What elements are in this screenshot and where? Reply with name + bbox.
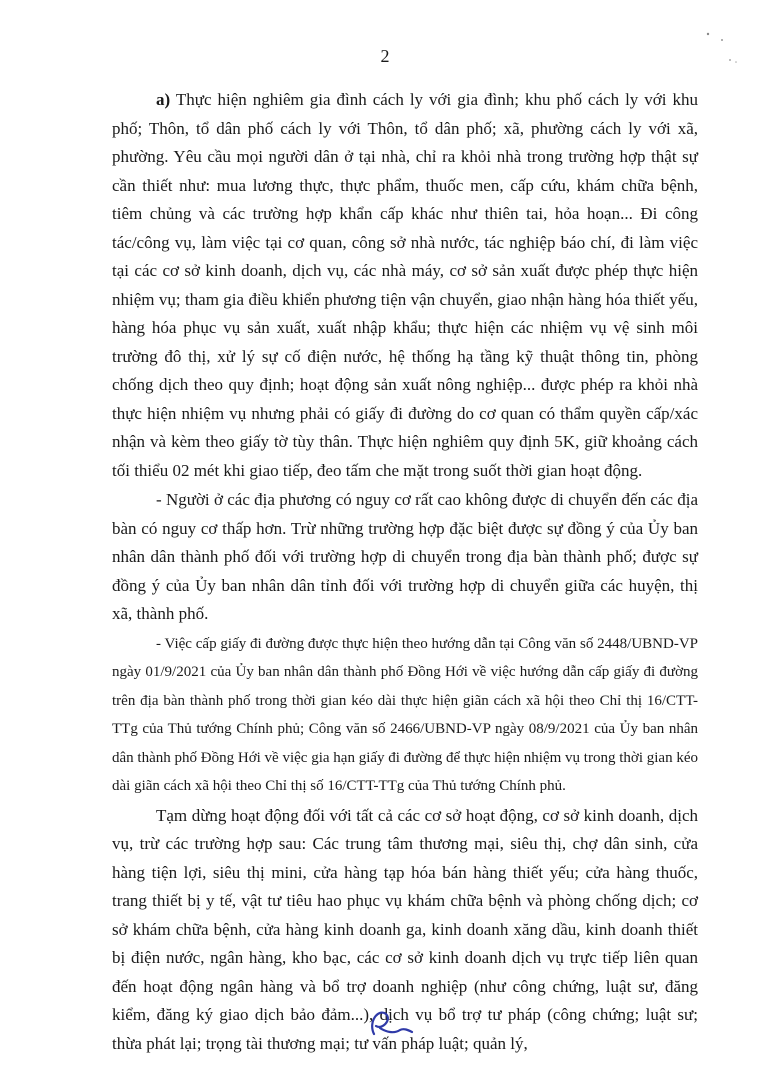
paragraph-business-suspension: Tạm dừng hoạt động đối với tất cả các cơ sở hoạt động, cơ sở kinh doanh, dịch vụ, trừ các trường hợp sau: Các trung tâm thương mại, siêu thị, chợ dân sinh, cửa hàng tiện lợi, siêu thị mini, cửa hàng tạp hóa bán hàng thiết yếu; cửa hàng thuốc, trang thiết bị y tế, vật tư tiêu hao phục vụ khám chữa bệnh và phòng chống dịch; cơ sở khám chữa bệnh, cửa hàng kinh doanh ga, kinh doanh xăng dầu, kinh doanh thiết bị điện nước, ngân hàng, kho bạc, các cơ sở kinh doanh dịch vụ trực tiếp liên quan đến hoạt động ngân hàng và bổ trợ doanh nghiệp (như công chứng, luật sư, đăng kiểm, đăng ký giao dịch bảo đảm...), dịch vụ bổ trợ tư pháp (công chứng; luật sư; thừa phát lại; trọng tài thương mại; tư vấn pháp luật; quản lý, [112,805,698,1053]
paragraph-movement-restriction: - Người ở các địa phương có nguy cơ rất cao không được di chuyển đến các địa bàn có nguy cơ thấp hơn. Trừ những trường hợp đặc biệt được sự đồng ý của Ủy ban nhân dân thành phố đối với trường hợp di chuyển trong địa bàn thành phố; được sự đồng ý của Ủy ban nhân dân tỉnh đối với trường hợp di chuyển giữa các huyện, thị xã, thành phố. [112,490,698,623]
paragraph-a-label: a) [156,90,171,109]
initial-signature [360,1000,420,1044]
paragraph-a [112,86,698,485]
scan-marks [700,30,740,70]
paragraph-travel-permit: - Việc cấp giấy đi đường được thực hiện theo hướng dẫn tại Công văn số 2448/UBND-VP ngày 01/9/2021 của Ủy ban nhân dân thành phố Đồng Hới về việc hướng dẫn cấp giấy đi đường trên địa bàn thành phố trong thời gian kéo dài thực hiện giãn cách xã hội theo Chỉ thị 16/CTT-TTg của Thủ tướng Chính phủ; Công văn số 2466/UBND-VP ngày 08/9/2021 của Ủy ban nhân dân thành phố Đồng Hới về việc gia hạn giấy đi đường để thực hiện nhiệm vụ trong thời gian kéo dài giãn cách xã hội theo Chỉ thị số 16/CTT-TTg của Thủ tướng Chính phủ. [112,635,698,794]
page-number: 2 [380,46,390,66]
document-body [112,86,698,1058]
paragraph-a-text: Thực hiện nghiêm gia đình cách ly với gia đình; khu phố cách ly với khu phố; Thôn, tổ dân phố cách ly với Thôn, tổ dân phố; xã, phường cách ly với xã, phường. Yêu cầu mọi người dân ở tại nhà, chỉ ra khỏi nhà trong trường hợp thật sự cần thiết như: mua lương thực, thực phẩm, thuốc men, cấp cứu, khám chữa bệnh, tiêm chủng và các trường hợp khẩn cấp khác như thiên tai, hỏa hoạn... Đi công tác/công vụ, làm việc tại cơ quan, công sở nhà nước, tác nghiệp báo chí, đi làm việc tại các cơ sở kinh doanh, dịch vụ, các nhà máy, cơ sở sản xuất được phép thực hiện nhiệm vụ; tham gia điều khiển phương tiện vận chuyển, giao nhận hàng hóa thiết yếu, hàng hóa phục vụ sản xuất, xuất nhập khẩu; thực hiện các nhiệm vụ vệ sinh môi trường đô thị, xử lý sự cố điện nước, hệ thống hạ tầng kỹ thuật thông tin, phòng chống dịch theo quy định; hoạt động sản xuất nông nghiệp... được phép ra khỏi nhà thực hiện nhiệm vụ nhưng phải có giấy đi đường do cơ quan có thẩm quyền cấp/xác nhận và kèm theo giấy tờ tùy thân. Thực hiện nghiêm quy định 5K, giữ khoảng cách tối thiểu 02 mét khi giao tiếp, đeo tấm che mặt trong suốt thời gian hoạt động. [112,90,698,480]
